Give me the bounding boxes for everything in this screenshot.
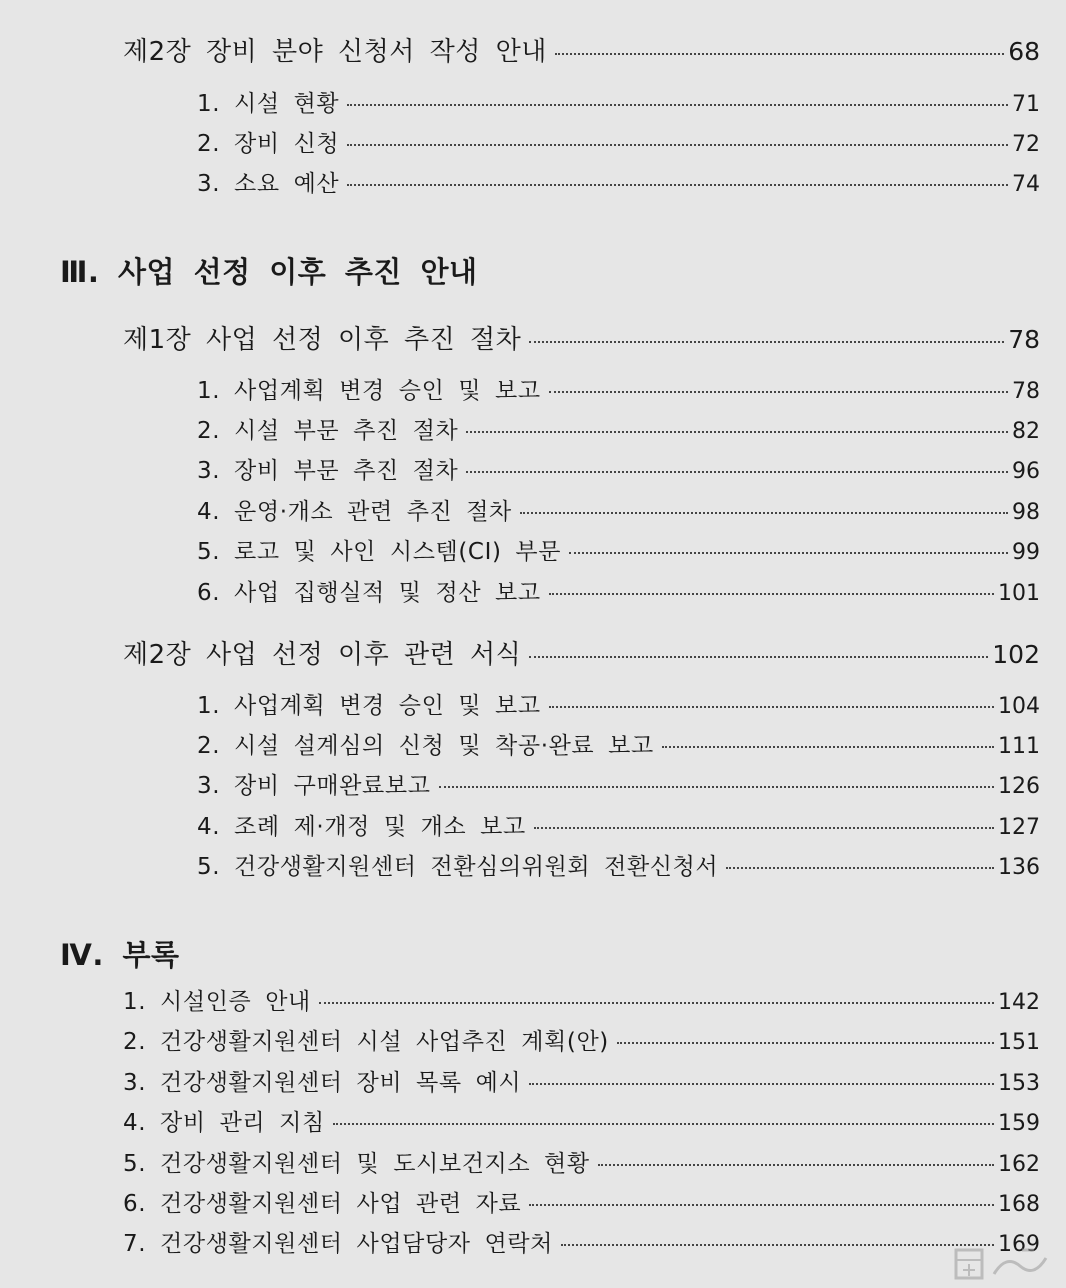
toc-item-entry[interactable] — [197, 372, 1040, 405]
toc-chapter-entry[interactable] — [123, 634, 1040, 671]
toc-entry-title: 5. 건강생활지원센터 전환심의위원회 전환신청서 — [197, 854, 719, 880]
toc-entry-page: 98 — [1012, 500, 1040, 525]
toc-item-entry[interactable] — [197, 125, 1040, 158]
toc-entry-page: 169 — [998, 1232, 1040, 1257]
toc-appendix-entry[interactable] — [123, 1064, 1040, 1097]
toc-entry-page: 111 — [998, 734, 1040, 759]
toc-entry-page: 102 — [992, 640, 1040, 669]
toc-entry-title: 1. 사업계획 변경 승인 및 보고 — [197, 693, 541, 719]
dot-leader — [555, 53, 1004, 55]
dot-leader — [466, 431, 1008, 433]
dot-leader — [662, 746, 994, 748]
dot-leader — [466, 471, 1008, 473]
toc-item-entry[interactable] — [197, 85, 1040, 118]
dot-leader — [347, 144, 1008, 146]
dot-leader — [333, 1123, 994, 1125]
toc-item-entry[interactable] — [197, 452, 1040, 485]
toc-chapter-entry[interactable] — [123, 319, 1040, 356]
toc-item-entry[interactable] — [197, 767, 1040, 800]
dot-leader — [529, 1204, 994, 1206]
toc-appendix-entry[interactable] — [123, 1104, 1040, 1137]
dot-leader — [529, 341, 1004, 343]
document-logo-icon — [942, 1244, 1052, 1284]
dot-leader — [319, 1002, 994, 1004]
toc-entry-title: 6. 사업 집행실적 및 정산 보고 — [197, 580, 541, 606]
toc-entry-page: 71 — [1012, 92, 1040, 117]
dot-leader — [617, 1042, 994, 1044]
toc-entry-page: 78 — [1012, 379, 1040, 404]
toc-entry-title: 제2장 장비 분야 신청서 작성 안내 — [123, 37, 547, 67]
toc-item-entry[interactable] — [197, 808, 1040, 841]
toc-item-entry[interactable] — [197, 574, 1040, 607]
toc-entry-title: 4. 운영·개소 관련 추진 절차 — [197, 499, 512, 525]
dot-leader — [534, 827, 994, 829]
toc-appendix-entry[interactable] — [123, 1145, 1040, 1178]
toc-entry-page: 72 — [1012, 132, 1040, 157]
toc-entry-title: 4. 장비 관리 지침 — [123, 1110, 325, 1136]
dot-leader — [549, 593, 994, 595]
toc-entry-title: 3. 장비 구매완료보고 — [197, 773, 431, 799]
toc-entry-title: 3. 건강생활지원센터 장비 목록 예시 — [123, 1070, 522, 1096]
toc-entry-title: 제1장 사업 선정 이후 추진 절차 — [123, 325, 522, 355]
toc-entry-title: 2. 장비 신청 — [197, 131, 340, 157]
dot-leader — [569, 552, 1008, 554]
toc-entry-page: 151 — [998, 1030, 1040, 1055]
dot-leader — [529, 1083, 994, 1085]
toc-entry-title: 제2장 사업 선정 이후 관련 서식 — [123, 640, 522, 670]
toc-entry-title: 2. 시설 설계심의 신청 및 착공·완료 보고 — [197, 733, 654, 759]
toc-item-entry[interactable] — [197, 165, 1040, 198]
dot-leader — [347, 184, 1008, 186]
toc-item-entry[interactable] — [197, 727, 1040, 760]
toc-appendix-entry[interactable] — [123, 1185, 1040, 1218]
toc-entry-title: 2. 시설 부문 추진 절차 — [197, 418, 459, 444]
toc-entry-title: 5. 건강생활지원센터 및 도시보건지소 현황 — [123, 1151, 590, 1177]
section-heading[interactable]: Ⅲ. 사업 선정 이후 추진 안내 — [60, 255, 478, 289]
toc-item-entry[interactable] — [197, 848, 1040, 881]
toc-entry-page: 142 — [998, 990, 1040, 1015]
dot-leader — [561, 1244, 994, 1246]
dot-leader — [726, 867, 994, 869]
toc-entry-page: 101 — [998, 581, 1040, 606]
toc-entry-page: 127 — [998, 815, 1040, 840]
toc-entry-title: 3. 장비 부문 추진 절차 — [197, 458, 459, 484]
toc-entry-title: 1. 시설인증 안내 — [123, 989, 311, 1015]
toc-entry-title: 7. 건강생활지원센터 사업담당자 연락처 — [123, 1231, 553, 1257]
toc-appendix-entry[interactable] — [123, 983, 1040, 1016]
toc-entry-page: 78 — [1008, 325, 1040, 354]
toc-entry-title: 5. 로고 및 사인 시스템(CI) 부문 — [197, 539, 562, 565]
section-heading[interactable]: Ⅳ. 부록 — [60, 938, 180, 972]
toc-entry-page: 162 — [998, 1152, 1040, 1177]
dot-leader — [598, 1164, 994, 1166]
toc-item-entry[interactable] — [197, 493, 1040, 526]
toc-entry-page: 82 — [1012, 419, 1040, 444]
toc-entry-page: 99 — [1012, 540, 1040, 565]
toc-entry-page: 96 — [1012, 459, 1040, 484]
toc-entry-page: 104 — [998, 694, 1040, 719]
toc-entry-page: 153 — [998, 1071, 1040, 1096]
dot-leader — [549, 391, 1008, 393]
toc-entry-page: 159 — [998, 1111, 1040, 1136]
toc-chapter-entry[interactable] — [123, 31, 1040, 68]
toc-appendix-entry[interactable] — [123, 1225, 1040, 1258]
dot-leader — [347, 104, 1008, 106]
toc-entry-page: 126 — [998, 774, 1040, 799]
toc-entry-title: 1. 시설 현황 — [197, 91, 340, 117]
toc-entry-title: 1. 사업계획 변경 승인 및 보고 — [197, 378, 541, 404]
dot-leader — [520, 512, 1008, 514]
toc-entry-title: 3. 소요 예산 — [197, 171, 340, 197]
toc-item-entry[interactable] — [197, 412, 1040, 445]
dot-leader — [549, 706, 994, 708]
toc-entry-page: 136 — [998, 855, 1040, 880]
toc-entry-title: 6. 건강생활지원센터 사업 관련 자료 — [123, 1191, 522, 1217]
dot-leader — [439, 786, 994, 788]
toc-entry-page: 68 — [1008, 37, 1040, 66]
toc-item-entry[interactable] — [197, 687, 1040, 720]
toc-entry-title: 2. 건강생활지원센터 시설 사업추진 계획(안) — [123, 1029, 609, 1055]
toc-entry-title: 4. 조례 제·개정 및 개소 보고 — [197, 814, 526, 840]
toc-item-entry[interactable] — [197, 533, 1040, 566]
toc-entry-page: 74 — [1012, 172, 1040, 197]
toc-appendix-entry[interactable] — [123, 1023, 1040, 1056]
toc-entry-page: 168 — [998, 1192, 1040, 1217]
dot-leader — [529, 656, 988, 658]
